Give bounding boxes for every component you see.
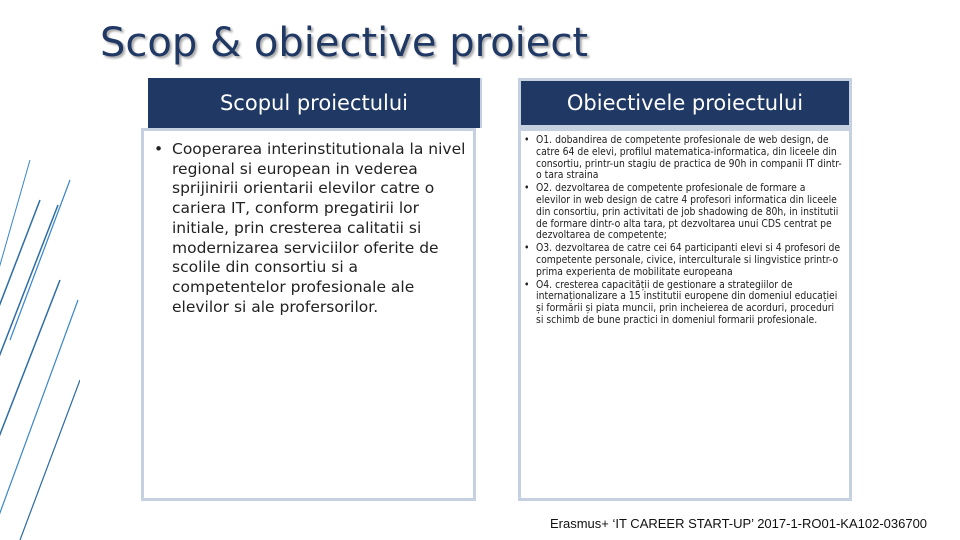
list-item: • O4. cresterea capacității de gestionare a strategiilor de internaționalizare a 15 institutii europene din domeniul educației și formării și piata muncii, prin incheierea de acorduri, proceduri si schimb de bune practici in domeniul formarii profesionale.: [522, 280, 842, 327]
page-title: Scop & obiective proiect: [100, 20, 589, 66]
objectives-list: [522, 135, 842, 328]
decorative-lines: [0, 0, 80, 540]
list-item: • O3. dezvoltarea de catre cei 64 participanti elevi si 4 profesori de competente personale, civice, interculturale si lingvistice printr-o prima experienta de mobilitate europeana: [522, 243, 842, 278]
list-item: • O2. dezvoltarea de competente profesionale de formare a elevilor in web design de catre 4 profesori informatica din liceele din consortiu, prin activitati de job shadowing de 80h, in institutii de formare dintr-o alta tara, pt dezvoltarea unui CDS centrat pe dezvoltarea de competente;: [522, 183, 842, 242]
left-panel-header: Scopul proiectului: [148, 78, 482, 128]
right-panel-header: Obiectivele proiectului: [518, 78, 852, 128]
footer-project-code: Erasmus+ ‘IT CAREER START-UP’ 2017-1-RO01-KA102-036700: [550, 516, 928, 531]
list-item: • Cooperarea interinstitutionala la nivel regional si european in vederea sprijinirii orientarii elevilor catre o cariera IT, conform pregatirii lor initiale, prin cresterea calitatii si modernizarea serviciilor oferite de scolile din consortiu si a competentelor profesionale ale elevilor si ale profersorilor.: [152, 140, 472, 317]
list-item: • O1. dobandirea de competente profesionale de web design, de catre 64 de elevi, profilul matematica-informatica, din liceele din consortiu, printr-un stagiu de practica de 90h in companii IT dintr-o tara straina: [522, 135, 842, 182]
left-bullet-list: [152, 140, 472, 317]
